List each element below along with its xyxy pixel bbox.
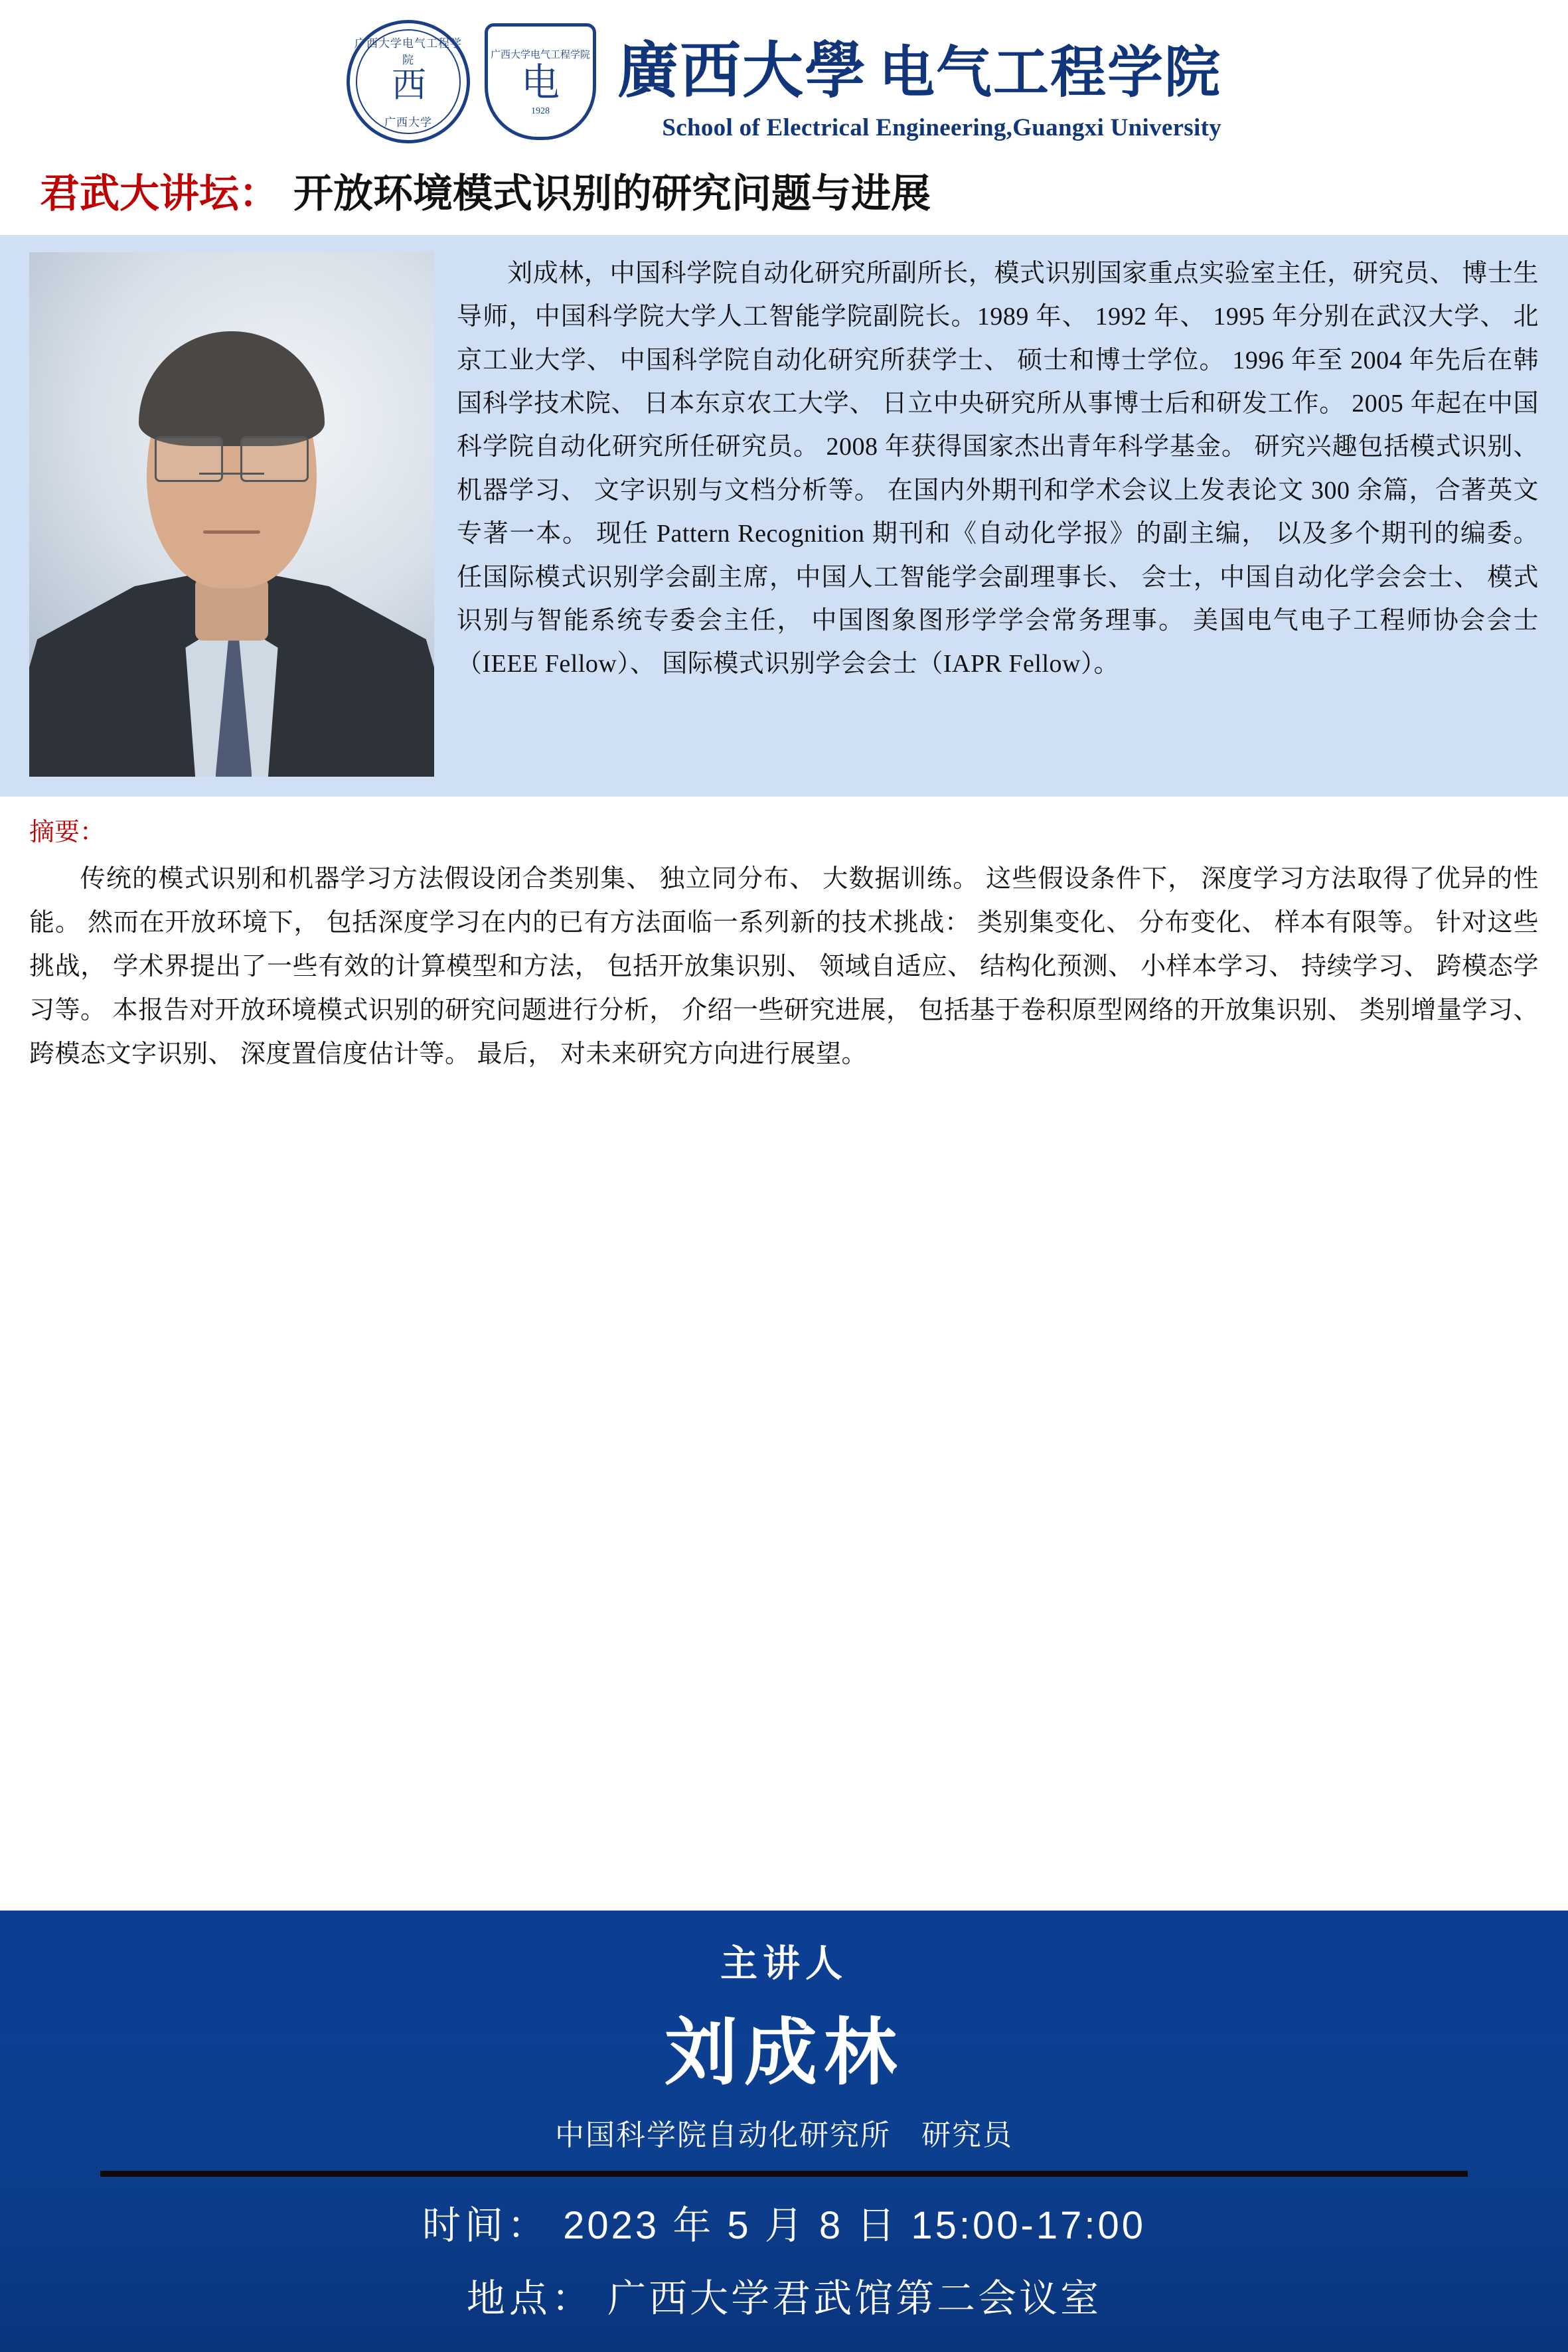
abstract-label: 摘要： (29, 819, 106, 846)
logo-lockup (347, 20, 1221, 143)
event-place-value: 广西大学君武馆第二会议室 (607, 2277, 1102, 2320)
speaker-bio-section (0, 235, 1568, 797)
shield-top-text: 广西大学电气工程学院 (490, 49, 590, 60)
wordmark-school-name: 电气工程学院 (879, 40, 1222, 104)
speaker-bio-text (457, 252, 1539, 686)
speaker-portrait (29, 252, 434, 777)
portrait-glasses (155, 436, 309, 478)
wordmark-english: School of Electrical Engineering,Guangxi University (662, 114, 1222, 141)
portrait-glasses-bridge (199, 473, 264, 475)
title-topic: 开放环境模式识别的研究问题与进展 (293, 171, 931, 216)
portrait-mouth (203, 530, 260, 534)
seal-center-glyph: 西 (391, 66, 425, 105)
event-footer (0, 1911, 1568, 2352)
event-place-line (0, 2267, 1568, 2323)
shield-year-text: 1928 (530, 106, 550, 116)
speaker-name: 刘成林 (665, 2012, 903, 2094)
speaker-label: 主讲人 (720, 1942, 848, 1984)
footer-divider (100, 2171, 1468, 2177)
event-time-line (0, 2194, 1568, 2250)
speaker-affiliation: 中国科学院自动化研究所 研究员 (555, 2119, 1013, 2152)
school-shield-icon (485, 23, 596, 140)
title-series-label: 君武大讲坛： (40, 171, 279, 216)
portrait-lens-left (155, 436, 223, 482)
shield-body (485, 23, 596, 140)
portrait-lens-right (240, 436, 309, 482)
wordmark (617, 22, 1221, 142)
bio-paragraph: 刘成林，中国科学院自动化研究所副所长，模式识别国家重点实验室主任，研究员、 博士生导师，中国科学院大学人工智能学院副院长。1989 年、 1992 年、 1995 年分别在武汉大学、 北京工业大学、 中国科学院自动化研究所获学士、 硕士和博士学位。 1996 年至 2004 年先后在韩国科学技术院、 日本东京农工大学、 日立中央研究所从事博士后和研发工作。 2005 年起在中国科学院自动化研究所任研究员。 2008 年获得国家杰出青年科学基金。 研究兴趣包括模式识别、 机器学习、 文字识别与文档分析等。 在国内外期刊和学术会议上发表论文 300 余篇，合著英文专著一本。 现任 Pattern Recognition 期刊和《自动化学报》的副主编， 以及多个期刊的编委。 任国际模式识别学会副主席，中国人工智能学会副理事长、 会士，中国自动化学会会士、 模式识别与智能系统专委会主任， 中国图象图形学学会常务理事。 美国电气电子工程师协会会士（IEEE Fellow）、 国际模式识别学会会士（IAPR Fellow）。 (457, 260, 1539, 678)
abstract-section (0, 797, 1568, 1097)
seal-bottom-text: 广西大学 (384, 116, 432, 129)
event-place-label: 地点： (466, 2277, 594, 2320)
abstract-body (29, 857, 1539, 1077)
seal-top-text: 广西大学电气工程学院 (354, 37, 462, 66)
guangxi-university-seal-icon (347, 20, 470, 143)
wordmark-university-name: 廣西大學 (617, 37, 867, 105)
page-title (0, 150, 1568, 235)
shield-center-glyph: 电 (520, 60, 560, 104)
poster-header (0, 0, 1568, 150)
event-time-label: 时间： (422, 2204, 550, 2247)
event-time-value: 2023 年 5 月 8 日 15:00-17:00 (563, 2204, 1146, 2247)
abstract-paragraph: 传统的模式识别和机器学习方法假设闭合类别集、 独立同分布、 大数据训练。 这些假设条件下， 深度学习方法取得了优异的性能。 然而在开放环境下， 包括深度学习在内的已有方法面临一系列新的技术挑战： 类别集变化、 分布变化、 样本有限等。 针对这些挑战， 学术界提出了一些有效的计算模型和方法， 包括开放集识别、 领域自适应、 结构化预测、 小样本学习、 持续学习、 跨模态学习等。 本报告对开放环境模式识别的研究问题进行分析， 介绍一些研究进展， 包括基于卷积原型网络的开放集识别、 类别增量学习、 跨模态文字识别、 深度置信度估计等。 最后， 对未来研究方向进行展望。 (29, 865, 1539, 1069)
wordmark-chinese (617, 22, 1221, 110)
